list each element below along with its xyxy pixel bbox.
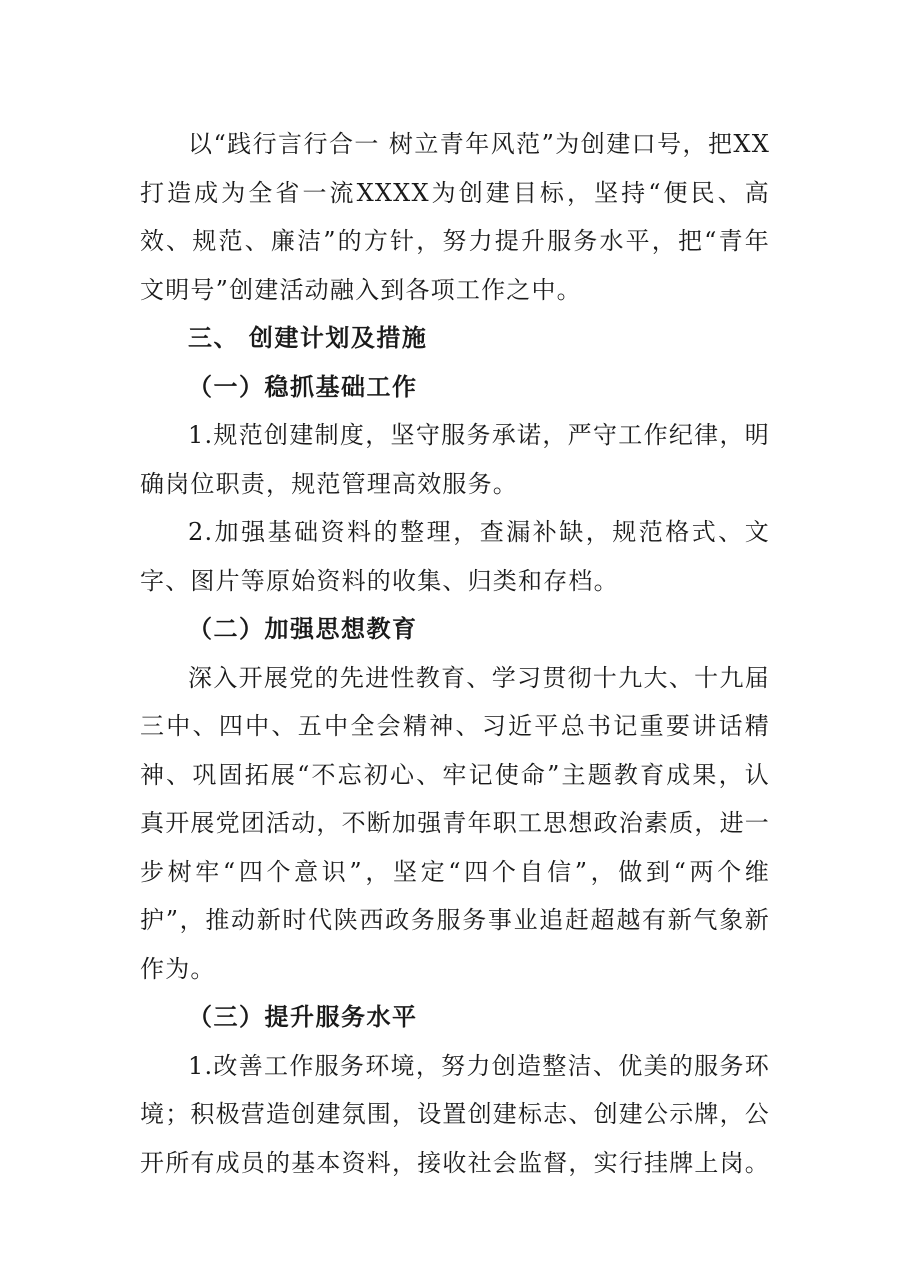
subheading-foundation: （一）稳抓基础工作 [188, 371, 418, 401]
section-heading-plan: 三、 创建计划及措施 [188, 323, 428, 352]
service-paragraph-1: 1.改善工作服务环境，努力创造整洁、优美的服务环境；积极营造创建氛围，设置创建标志、创建公示牌，公开所有成员的基本资料，接收社会监督，实行挂牌上岗。 [140, 1051, 770, 1177]
education-paragraph: 深入开展党的先进性教育、学习贯彻十九大、十九届三中、四中、五中全会精神、习近平总书记重要讲话精神、巩固拓展“不忘初心、牢记使命”主题教育成果，认真开展党团活动，不断加强青年职工思想政治素质，进一步树牢“四个意识”，坚定“四个自信”，做到“两个维护”，推动新时代陕西政务服务事业追赶超越有新气象新作为。 [140, 663, 770, 983]
document-page [140, 120, 770, 1187]
foundation-paragraph-1: 1.规范创建制度，坚守服务承诺，严守工作纪律，明确岗位职责，规范管理高效服务。 [140, 421, 770, 498]
subheading-service: （三）提升服务水平 [188, 1002, 418, 1031]
intro-paragraph: 以“践行言行合一 树立青年风范”为创建口号，把XX打造成为全省一流XXXX为创建目标，坚持“便民、高效、规范、廉洁”的方针，努力提升服务水平，把“青年文明号”创建活动融入到各项工作之中。 [140, 130, 770, 304]
foundation-paragraph-2: 2.加强基础资料的整理，查漏补缺，规范格式、文字、图片等原始资料的收集、归类和存档。 [140, 518, 770, 595]
subheading-education: （二）加强思想教育 [188, 614, 418, 643]
